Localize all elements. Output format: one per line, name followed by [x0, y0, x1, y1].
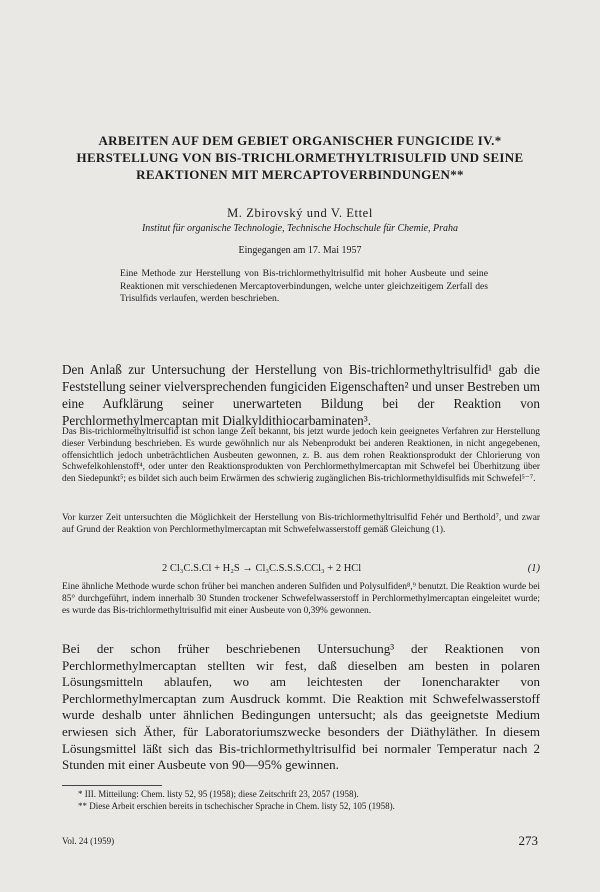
footnote-1: * III. Mitteilung: Chem. listy 52, 95 (1958); diese Zeitschrift 23, 2057 (1958). — [78, 789, 359, 799]
paragraph-1: Das Bis-trichlormethyltrisulfid ist schon lange Zeit bekannt, bis jetzt wurde jedoch kein geeignetes Verfahren zur Herstellung dieser Verbindung beschrieben. Es wurde gewöhnlich nur als Nebenprodukt bei anderen Reaktionen, in nicht angegebenen, offensichtlich jedoch unbeträchtlichen Ausbeuten gewonnen, z. B. aus dem rohen Reaktionsprodukt der Chlorierung von Schwefelkohlenstoff⁴, oder unter den Reaktionsprodukten von Perchlormethylmercaptan mit Schwefel bei Überhitzung über den Siedepunkt⁵; es bildet sich auch beim Erwärmen des schwierig zugänglichen Bis-trichlormethyldisulfids mit Schwefel⁵⁻⁷. — [62, 427, 540, 485]
equation-number: (1) — [527, 563, 540, 574]
paragraph-3: Eine ähnliche Methode wurde schon früher bei manchen anderen Sulfiden und Polysulfiden⁸,⁹ benutzt. Die Reaktion wurde bei 85° durchgeführt, indem innerhalb 30 Stunden trockener Schwefelwasserstoff in Perchlormethylmercaptan eingeleitet wurde; es wurde das Bis-trichlormethyltrisulfid mit einer Ausbeute von 0,39% gewonnen. — [62, 582, 540, 616]
footnote-divider — [62, 785, 162, 786]
equation: 2 Cl₃C.S.Cl + H₂S → Cl₃C.S.S.S.CCl₃ + 2 HCl — [162, 563, 362, 574]
footnotes — [78, 789, 538, 812]
authors: M. Zbirovský und V. Ettel — [227, 206, 373, 220]
paragraph-2: Vor kurzer Zeit untersuchten die Möglichkeit der Herstellung von Bis-trichlormethyltrisulfid Fehér und Berthold⁷, und zwar auf Grund der Reaktion von Perchlormethylmercaptan mit Schwefelwasserstoff gemäß Gleichung (1). — [62, 513, 540, 535]
article-title — [40, 132, 560, 183]
footnote-2: ** Diese Arbeit erschien bereits in tschechischer Sprache in Chem. listy 52, 105 (1958). — [78, 800, 395, 811]
lead-paragraph: Den Anlaß zur Untersuchung der Herstellung von Bis-trichlormethyltrisulfid¹ gab die Feststellung seiner vielversprechenden fungiciden Eigenschaften² und unser Bestreben um eine Aufklärung seiner unerwarteten Bildung bei der Reaktion von Perchlormethylmercaptan mit Dialkyldithiocarbaminaten³. — [62, 362, 540, 428]
title-line-1: ARBEITEN AUF DEM GEBIET ORGANISCHER FUNGICIDE IV.* — [98, 133, 502, 148]
institute: Institut für organische Technologie, Technische Hochschule für Chemie, Praha — [141, 223, 459, 234]
volume-label: Vol. 24 (1959) — [62, 836, 115, 846]
title-line-2: HERSTELLUNG VON BIS-TRICHLORMETHYLTRISULFID UND SEINE — [76, 150, 524, 165]
title-line-3: REAKTIONEN MIT MERCAPTOVERBINDUNGEN** — [136, 167, 464, 182]
page-number: 273 — [518, 833, 538, 848]
abstract: Eine Methode zur Herstellung von Bis-trichlormethyltrisulfid mit hoher Ausbeute und seine Reaktionen mit verschiedenen Mercaptoverbindungen, welche unter gleichzeitigem Zerfall des Trisulfids verlaufen, werden beschrieben. — [120, 268, 488, 304]
received-date: Eingegangen am 17. Mai 1957 — [238, 245, 362, 256]
paragraph-4: Bei der schon früher beschriebenen Untersuchung³ der Reaktionen von Perchlormethylmercaptan stellten wir fest, daß dieselben am besten in polaren Lösungsmitteln ablaufen, wo am leichtesten der Ionencharakter von Perchlormethylmercaptan zum Ausdruck kommt. Die Reaktion mit Schwefelwasserstoff wurde deshalb unter ähnlichen Bedingungen untersucht; als das geeignetste Medium erwiesen sich Äther, für Laboratoriumszwecke besonders der Diäthyläther. In diesem Lösungsmittel läßt sich das Bis-trichlormethyltrisulfid bei normaler Temperatur nach 2 Stunden mit einer Ausbeute von 90—95% gewinnen. — [62, 641, 540, 773]
